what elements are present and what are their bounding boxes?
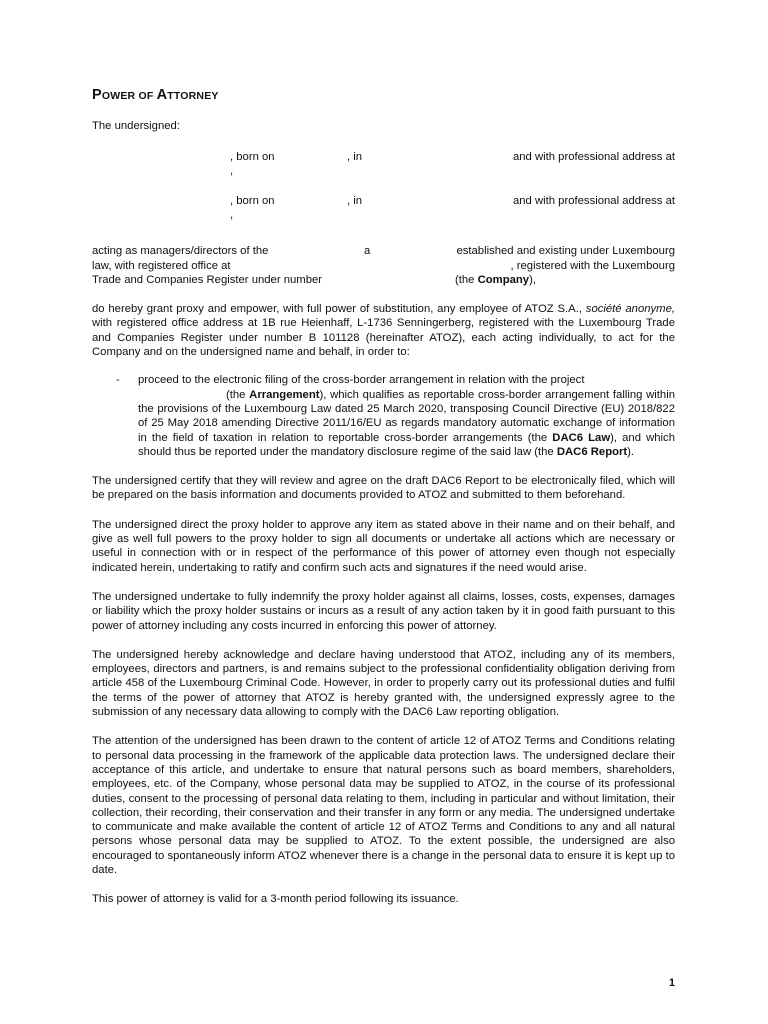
grant-italic: société anonyme,: [585, 303, 676, 316]
person-2-line: [92, 194, 675, 222]
intro-text: The undersigned:: [92, 120, 180, 132]
person-2-comma: ,: [230, 209, 234, 222]
acting-row-3: [92, 273, 675, 287]
title-part-2: TTORNEY: [167, 90, 219, 102]
bullet-text-main: ), which qualifies as reportable cross-border arrangement falling within the provisions of the Luxembourg Law dated 25 March 2020, transposing Council Directive (EU) 2018/822 of 25 May 2018 amending Directive 2011/16/EU as regards mandatory automatic exchange of information in the field of taxation in relation to reportable cross-border arrangements (the: [138, 388, 675, 444]
acting-line-1-mid: a: [364, 245, 371, 258]
company-pre: (the: [455, 273, 478, 286]
bullet-text-end: ).: [627, 445, 635, 458]
title-initial-p: P: [92, 87, 102, 103]
acting-block: [92, 244, 675, 287]
page-number: 1: [668, 977, 675, 989]
paragraph-direct: The undersigned direct the proxy holder to approve any item as stated above in their name and on their behalf, and give as well full powers to the proxy holder to sign all documents or undertake all actions which are necessary or useful in connection with or in respect of the performance of this power of attorney even though not especially indicated herein, undertaking to ratify and confirm such acts and signatures if the need would arise.: [92, 518, 675, 574]
bullet-pre-arrangement: (the: [226, 388, 250, 401]
person-2-in: , in: [347, 195, 363, 208]
document-page: [92, 86, 675, 907]
paragraph-validity: This power of attorney is valid for a 3-month period following its issuance.: [92, 893, 459, 906]
person-2-address-label: and with professional address at: [512, 195, 675, 208]
grant-text-1: do hereby grant proxy and empower, with full power of substitution, any employee of ATOZ S.A.,: [92, 303, 586, 316]
grant-paragraph: [92, 302, 675, 359]
dac6-law-term: DAC6 Law: [552, 431, 611, 444]
bullet-item: [92, 373, 675, 459]
dac6-report-term: DAC6 Report: [556, 445, 628, 458]
arrangement-term: Arrangement: [249, 388, 320, 401]
acting-line-3-left: Trade and Companies Register under number: [92, 273, 323, 286]
company-definition: [455, 273, 536, 287]
paragraph-confidentiality: The undersigned hereby acknowledge and declare having understood that ATOZ, including any of its members, employees, directors and partners, is and remains subject to the professional confidentiality obligation deriving from article 458 of the Luxembourg Criminal Code. However, in order to properly carry out its professional duties and fulfil the terms of the power of attorney that ATOZ is hereby granted with, the undersigned expressly agree to the submission of any necessary data allowing to comply with the DAC6 Law reporting obligation.: [92, 648, 675, 719]
acting-line-2-right: , registered with the Luxembourg: [510, 259, 675, 272]
person-1-line: [92, 150, 675, 178]
paragraph-indemnify: The undersigned undertake to fully indemnify the proxy holder against all claims, losses, costs, expenses, damages or liability which the proxy holder sustains or incurs as a result of any action taken by it in good faith pursuant to this power of attorney including any costs incurred in enforcing this power of attorney.: [92, 590, 675, 632]
paragraph-certify: The undersigned certify that they will review and agree on the draft DAC6 Report to be electronically filed, which will be prepared on the basis information and documents provided to ATOZ and submitted to them beforehand.: [92, 475, 675, 502]
person-1-in: , in: [347, 151, 363, 164]
grant-text-2: with registered office address at 1B rue Heienhaff, L-1736 Senningerberg, registered with the Luxembourg Trade and Companies Register under number B 101128 (hereinafter ATOZ), each acting individually, to act for the Company and on the undersigned name and behalf, in order to:: [92, 317, 675, 359]
person-2-born: , born on: [230, 195, 275, 208]
person-1-address-label: and with professional address at: [512, 151, 675, 164]
acting-row-2: [92, 259, 675, 273]
company-term: Company: [477, 273, 530, 286]
bullet-body: [138, 388, 675, 459]
acting-line-1-left: acting as managers/directors of the: [92, 245, 269, 258]
company-post: ),: [529, 273, 536, 286]
bullet-dash: -: [116, 374, 120, 387]
acting-line-1-right: established and existing under Luxembourg: [456, 245, 675, 258]
title-part-1: OWER OF: [101, 90, 157, 102]
person-1-comma: ,: [230, 165, 234, 178]
paragraph-data-protection: The attention of the undersigned has been drawn to the content of article 12 of ATOZ Terms and Conditions relating to personal data processing in the framework of the applicable data protection laws. The undersigned declare their acceptance of this article, and undertake to ensure that natural persons such as board members, shareholders, employees, etc. of the Company, whose personal data may be supplied to ATOZ, in the course of its professional duties, consent to the processing of personal data relating to them, including in particular and without limitation, their collection, their recording, their conservation and their transfer in any form or any media. The undersigned undertake to communicate and make available the content of article 12 of ATOZ Terms and Conditions to any and all natural persons whose personal data may be supplied to ATOZ. To the extent possible, the undersigned are also encouraged to spontaneously inform ATOZ whenever there is a change in the personal data to ensure it is kept up to date.: [92, 735, 675, 876]
bullet-text-mid: ), and which should thus be reported under the mandatory disclosure regime of the said law (the: [138, 431, 675, 458]
acting-row-1: [92, 244, 675, 258]
acting-line-2-left: law, with registered office at: [92, 259, 231, 272]
person-1-born: , born on: [230, 151, 275, 164]
document-title: [92, 86, 675, 105]
bullet-line-1: proceed to the electronic filing of the cross-border arrangement in relation with the project: [138, 374, 585, 387]
title-initial-a: A: [156, 87, 168, 103]
